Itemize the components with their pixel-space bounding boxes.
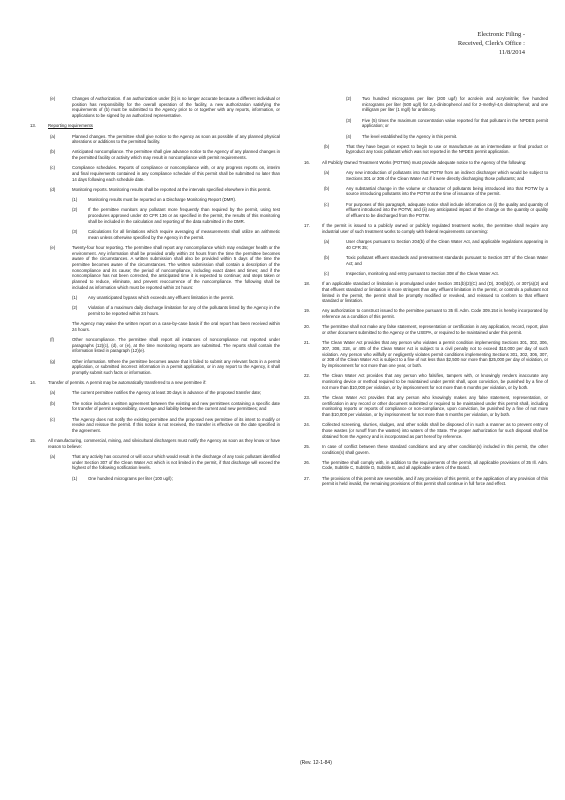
item-number: 23. [304,394,310,400]
condition-item [24,401,280,412]
item-number: (b) [324,255,330,261]
item-text: Monitoring reports. Monitoring results shall be reported at the intervals specified elsewhere in this permit. [72,186,271,192]
item-number: (2) [72,305,78,311]
item-number: 24. [304,422,310,428]
condition-item [298,186,548,197]
item-text: In case of conflict between these standard conditions and any other condition(s) included in this permit, the other condition(s) shall govern. [322,443,548,455]
item-number: (c) [324,201,330,207]
item-number: (d) [50,186,56,192]
item-text: Five (5) times the maximum concentration value reported for that pollutant in the NPDES permit application; or [362,117,548,129]
condition-item [298,239,548,250]
condition-item [24,197,280,203]
condition-item [298,308,548,319]
item-text: The permittee shall comply with, in addition to the requirements of the permit, all applicable provisions of 35 Ill. Adm. Code, Subtitle C, Subtitle D, Subtitle E, and all applicable orders of the Board. [322,459,548,471]
condition-item [298,444,548,455]
item-text: The permittee shall not make any false statement, representation or certification in any application, record, report, plan or other document submitted to the Agency or the USEPA, or required to be maintained under this permit. [322,324,548,336]
electronic-filing-stamp [405,30,525,57]
item-number: (e) [50,244,56,250]
item-text: The level established by the Agency in this permit. [362,133,458,139]
condition-item [298,324,548,335]
condition-item [298,281,548,304]
condition-item [24,417,280,434]
item-number: (1) [72,294,78,300]
condition-item [298,271,548,277]
item-number: (b) [50,400,56,406]
item-text: User charges pursuant to Section 204(b) of the Clean Water Act, and applicable regulations appearing in 40 CFR 35; [346,239,548,250]
condition-item [298,460,548,471]
condition-item [298,340,548,369]
condition-item [298,476,548,487]
condition-item [298,223,548,234]
item-number: 13. [30,123,36,129]
item-number: (c) [324,270,330,276]
item-text: Inspection, monitoring and entry pursuant to Section 308 of the Clean Water Act. [346,270,499,276]
condition-item [298,255,548,266]
item-number: (f) [50,337,55,342]
item-text: Changes of Authorization. If an authorization under (b) is no longer accurate because a different individual or position has responsibility for the overall operation of the facility, a new authorization satisfying the requirements of (b) must be submitted to the Agency prior to or together with any reports, information, or applications to be signed by an authorized representative. [72,96,280,119]
item-number: 15. [30,438,36,444]
item-text: If an applicable standard or limitation is promulgated under Section 301(b)(2)(C) and (D), 304(b)(2), or 307(a)(2) and that effluent standard or limitation is more stringent than any effluent limitation in the permit, or controls a pollutant not limited in the permit, the permit shall be promptly modified or revoked, and reissued to conform to that effluent standard or limitation. [322,281,548,304]
item-text: Transfer of permits. A permit may be automatically transferred to a new permittee if: [48,380,207,386]
item-number: (g) [50,358,56,364]
condition-item [298,96,548,113]
condition-item [24,245,280,291]
item-number: 16. [304,159,310,165]
item-number: (a) [50,133,56,139]
item-text: If the permittee monitors any pollutant more frequently than required by the permit, using test procedures approved under 40 CFR 136 or as specified in the permit, the results of this monitoring shall be included in the calculation and reporting of the data submitted in the DMR. [88,207,280,224]
item-number: (a) [50,390,56,396]
item-text: The notice includes a written agreement between the existing and new permittees containing a specific date for transfer of permit responsibility, coverage and liability between the current and new permittees; and [72,400,280,412]
right-column [298,96,548,492]
item-number: 21. [304,340,310,346]
condition-item [298,395,548,418]
item-text: Any unanticipated bypass which exceeds any effluent limitation in the permit. [88,294,234,300]
item-text: Violation of a maximum daily discharge limitation for any of the pollutants listed by the Agency in the permit to be reported within 24 hours. [88,305,280,316]
condition-item [24,359,280,376]
condition-item [24,187,280,193]
item-text: Any substantial change in the volume or character of pollutants being introduced into that POTW by a source introducing pollutants into the POTW at the time of issuance of the permit. [346,185,548,197]
item-number: 20. [304,324,310,330]
item-text: For purposes of this paragraph, adequate notice shall include information on (i) the quality and quantity of effluent introduced into the POTW, and (ii) any anticipated impact of the change on the quantity or quality of effluent to be discharged from the POTW. [346,201,548,219]
condition-item [298,134,548,140]
condition-item [24,96,280,119]
item-text: Calculations for all limitations which require averaging of measurements shall utilize an arithmetic mean unless otherwise specified by the Agency in the permit. [88,228,280,240]
item-number: (2) [346,96,352,101]
item-text: The Clean Water Act provides that any person who violates a permit condition implementing Sections 301, 302, 306, 307, 308, 318, or 405 of the Clean Water Act is subject to a civil penalty not to exceed $10,000 per day of such violation. Any person who willfully or negligently violates permit conditions implementing Sections 301, 302, 306, 307, or 308 of the Clean Water Act is subject to a fine of not less than $2,500 nor more than $25,000 per day of violation, or by imprisonment for not more than one year, or both. [322,340,548,369]
item-text: Other noncompliance. The permittee shall report all instances of noncompliance not reported under paragraphs (12)(c), (d), or (e), at the time monitoring reports are submitted. The reports shall contain the information listed in paragraph (12)(e). [72,337,280,354]
item-text: Toxic pollutant effluent standards and pretreatment standards pursuant to Section 307 of the Clean Water Act; and [346,255,548,266]
item-number: (3) [346,117,352,123]
item-number: (e) [50,96,56,101]
item-text: That they have begun or expect to begin to use or manufacture as an intermediate or final product or byproduct any toxic pollutant which was not reported in the NPDES permit application. [346,143,548,155]
stamp-line-1: Electronic Filing - [477,31,525,38]
item-number: (b) [324,185,330,191]
item-number: (c) [50,416,56,422]
condition-item [24,305,280,316]
item-number: (c) [50,165,56,171]
condition-item [298,160,548,166]
condition-item [298,422,548,439]
item-text: The Clean Water Act provides that any person who falsifies, tampers with, or knowingly renders inaccurate any monitoring device or method required to be maintained under permit shall, upon conviction, be punished by a fine of not more than $10,000 per violation, or by imprisonment for not more than 6 months per violation, or by both. [322,373,548,390]
item-text: Monitoring results must be reported on a Discharge Monitoring Report (DMR). [88,197,237,203]
condition-item [24,149,280,160]
item-number: 27. [304,475,310,481]
item-text: All Publicly Owned Treatment Works (POTWs) must provide adequate notice to the Agency of the following: [322,159,527,165]
item-number: 14. [30,380,36,386]
condition-item [298,118,548,129]
item-text: That any activity has occurred or will occur which would result in the discharge of any toxic pollutant identified under Section 307 of the Clean Water Act which is not limited in the permit, if that discharge will exceed the highest of the following notification levels. [72,454,280,471]
item-number: 17. [304,223,310,229]
stamp-line-2: Received, Clerk's Office : [457,40,525,47]
item-number: 26. [304,459,310,465]
condition-item [298,170,548,181]
section-heading: Reporting requirements [48,123,93,129]
item-text: Two hundred micrograms per liter (200 ug/l) for acrolein and acrylonitrile; five hundred micrograms per liter (500 ug/l) for 2,4-dinitrophenol and for 2-methyl-4,6 dinitrophenol; and one milligram per liter (1 mg/l) for antimony. [362,96,548,113]
item-text: Planned changes. The permittee shall give notice to the Agency as soon as possible of any planned physical alterations or additions to the permitted facility. [72,133,280,145]
item-text: Anticipated noncompliance. The permittee shall give advance notice to the Agency of any planned changes in the permitted facility or activity which may result in noncompliance with permit requirements. [72,149,280,161]
condition-item [24,165,280,182]
condition-item [24,295,280,301]
condition-item [298,373,548,390]
condition-item [24,321,280,332]
item-number: (b) [324,143,330,149]
condition-item [24,390,280,396]
item-text: Compliance schedules. Reports of compliance or noncompliance with, or any progress reports on, interim and final requirements contained in any compliance schedule of this permit shall be submitted no later than 14 days following each schedule date. [72,165,280,182]
item-number: (1) [72,197,78,203]
item-number: (1) [72,475,78,481]
item-text: Any authorization to construct issued to the permittee pursuant to 35 Ill. Adm. Code 309.154 is hereby incorporated by reference as a condition of this permit. [322,308,548,320]
item-number: 22. [304,373,310,379]
condition-item [24,454,280,471]
item-text: The current permittee notifies the Agency at least 30 days in advance of the proposed transfer date; [72,390,262,396]
condition-item [298,144,548,155]
condition-item [298,202,548,219]
item-text: The Agency does not notify the existing permittee and the proposed new permittee of its intent to modify or revoke and reissue the permit. If this notice is not received, the transfer is effective on the date specified in the agreement. [72,416,280,433]
item-number: (a) [50,454,56,460]
condition-item [24,207,280,224]
condition-item [24,229,280,240]
item-text: If the permit is issued to a publicly owned or publicly regulated treatment works, the permittee shall require any industrial user of such treatment works to comply with federal requirements concerning: [322,223,548,234]
item-text: The provisions of this permit are severable, and if any provision of this permit, or the application of any provision of this permit is held invalid, the remaining provisions of this permit shall continue in full force and effect. [322,475,548,487]
item-number: (3) [72,228,78,234]
condition-item [24,337,280,354]
item-text: One hundred micrograms per liter (100 ug/l); [88,475,173,481]
item-text: Other information. Where the permittee becomes aware that it failed to submit any relevant facts in a permit application, or submitted incorrect information in a permit application, or in any report to the Agency, it shall promptly submit such facts or information. [72,358,280,376]
item-number: (b) [50,149,56,155]
item-number: (2) [72,207,78,213]
condition-item [24,476,280,482]
item-text: Any new introduction of pollutants into that POTW from an indirect discharger which would be subject to Sections 301 or 306 of the Clean Water Act if it were directly discharging those pollutants; and [346,169,548,181]
item-text: All manufacturing, commercial, mining, and silvicultural dischargers must notify the Agency as soon as they know or have reason to believe: [48,438,280,449]
item-text: The Clean Water Act provides that any person who knowingly makes any false statement, representation, or certification in any record or other document submitted or required to be maintained under this permit shall, including monitoring reports or reports of compliance or non-compliance, upon conviction, be punished by a fine of not more than $10,000 per violation, or by imprisonment for not more than 6 months per violation, or by both. [322,394,548,418]
item-number: (a) [324,169,330,175]
condition-item [24,123,280,129]
left-column [24,96,280,486]
item-text: Collected screening, slurries, sludges, and other solids shall be disposed of in such a manner as to prevent entry of those wastes (or runoff from the wastes) into waters of the State. The proper authorization for such disposal shall be obtained from the Agency and is incorporated as part hereof by reference. [322,422,548,439]
item-number: 19. [304,308,310,314]
stamp-date: 11/8/2014 [498,49,525,56]
condition-item [24,380,280,386]
item-text: The Agency may waive the written report on a case-by-case basis if the oral report has been received within 24 hours. [72,321,280,332]
condition-item [24,438,280,449]
item-number: (a) [324,239,330,245]
item-number: (4) [346,133,352,139]
item-number: 25. [304,443,310,449]
item-text: Twenty-four hour reporting. The permittee shall report any noncompliance which may endanger health or the environment. Any information shall be provided orally within 24 hours from the time the permittee becomes aware of the circumstances. A written submission shall also be provided within 5 days of the time the permittee becomes aware of the circumstances. The written submission shall contain a description of the noncompliance and its cause; the period of noncompliance, including exact dates and times; and if the noncompliance has not been corrected, the anticipated time it is expected to continue; and steps taken or planned to reduce, eliminate, and prevent reoccurrence of the noncompliance. The following shall be included as information which must be reported within 24 hours: [72,244,280,290]
condition-item [24,134,280,145]
revision-footer: (Rev. 12-1-84) [300,760,332,766]
item-number: 18. [304,281,310,287]
